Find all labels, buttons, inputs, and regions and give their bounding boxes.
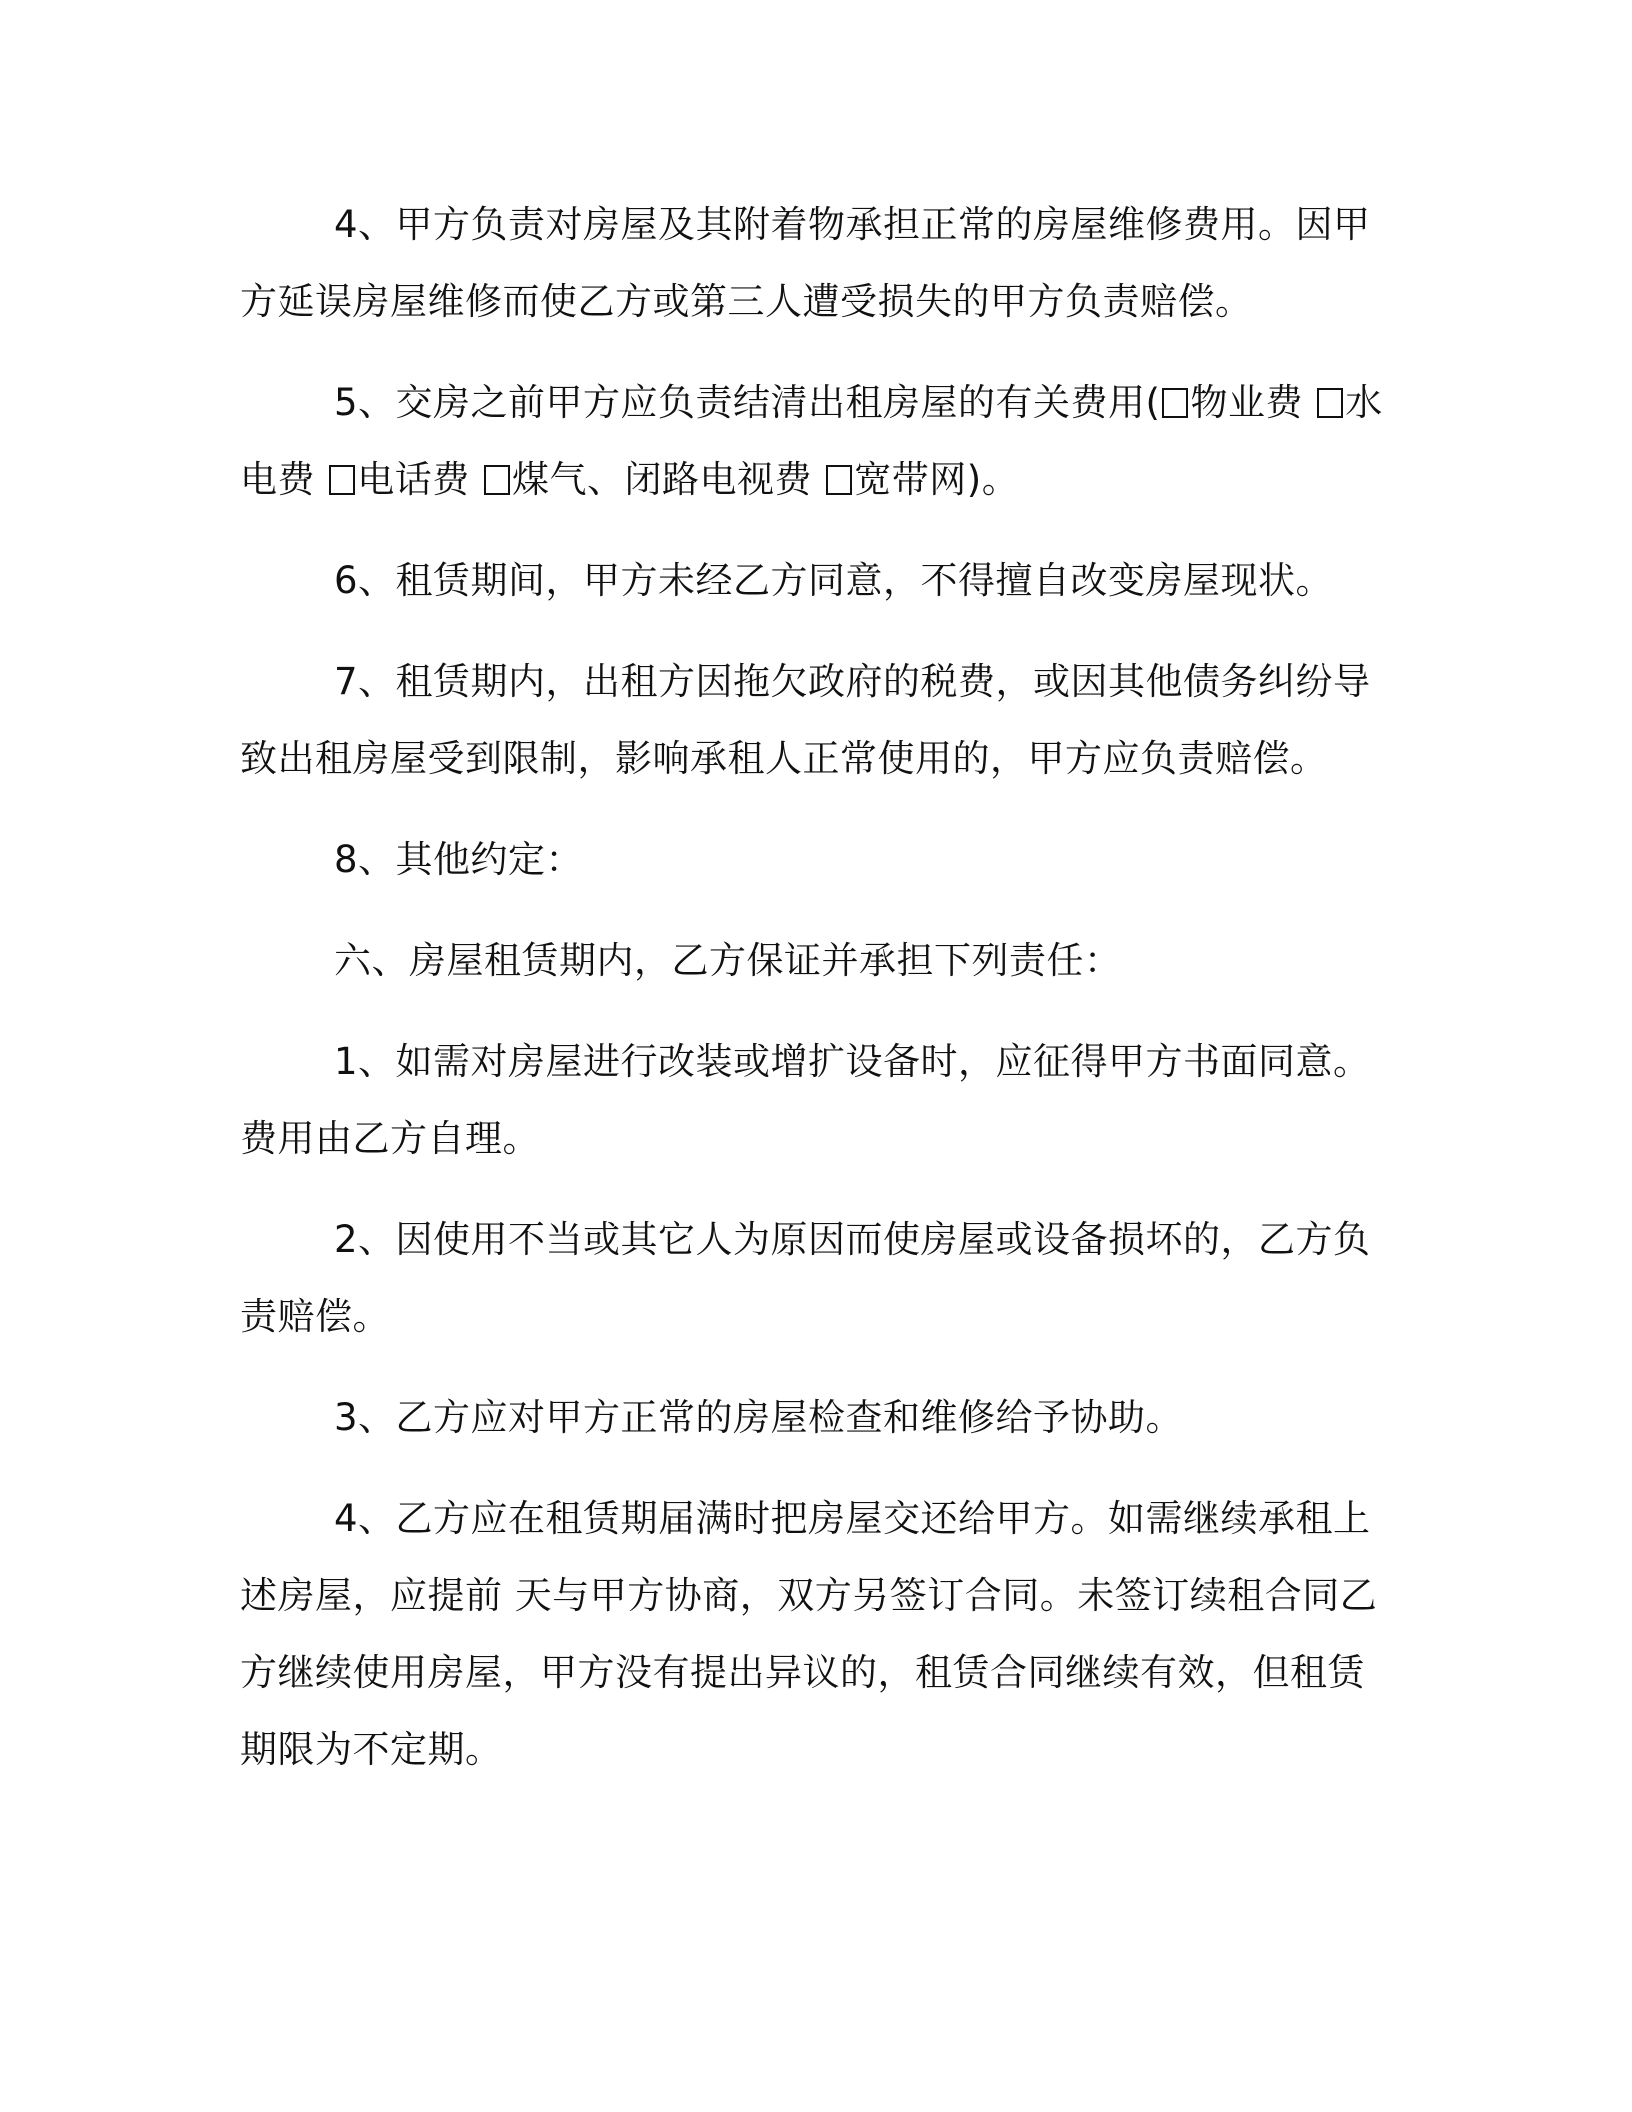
clause-a4-line-1: 4、甲方负责对房屋及其附着物承担正常的房屋维修费用。因甲 [334,203,1371,246]
clause-b1-line-1: 1、如需对房屋进行改装或增扩设备时，应征得甲方书面同意。 [334,1040,1371,1083]
clause-a5-line-1 [240,364,1383,441]
property-fee-label: 物业费 [1190,381,1303,424]
clause-a5-suffix: )。 [966,458,1020,501]
clause-b3 [240,1379,1370,1456]
clause-a6 [240,542,1370,619]
phone-fee-checkbox[interactable] [329,465,355,495]
clause-a6-line-1: 6、租赁期间，甲方未经乙方同意，不得擅自改变房屋现状。 [334,559,1334,602]
clause-b3-line-1: 3、乙方应对甲方正常的房屋检查和维修给予协助。 [334,1396,1184,1439]
clause-b4-line-4: 期限为不定期。 [240,1728,503,1771]
clause-b1-line-2: 费用由乙方自理。 [240,1117,540,1160]
clause-b1 [240,1023,1370,1177]
clause-b2-line-1: 2、因使用不当或其它人为原因而使房屋或设备损坏的，乙方负 [334,1218,1371,1261]
clause-a7-line-1: 7、租赁期内，出租方因拖欠政府的税费，或因其他债务纠纷导 [334,660,1371,703]
section-6-heading-line-1: 六、房屋租赁期内，乙方保证并承担下列责任： [334,939,1122,982]
clause-a5-line-2 [240,441,1370,518]
utility-fee-label-part2: 电费 [240,458,315,501]
clause-a7-line-2: 致出租房屋受到限制，影响承租人正常使用的，甲方应负责赔偿。 [240,737,1328,780]
broadband-label: 宽带网 [854,458,967,501]
gas-tv-fee-checkbox[interactable] [484,465,510,495]
broadband-checkbox[interactable] [826,465,852,495]
utility-fee-label-part1: 水 [1345,381,1383,424]
clause-a4 [240,186,1370,340]
clause-a7 [240,643,1370,797]
clause-a8-line-1: 8、其他约定： [334,838,584,881]
clause-b2-line-2: 责赔偿。 [240,1295,390,1338]
clause-a4-line-2: 方延误房屋维修而使乙方或第三人遭受损失的甲方负责赔偿。 [240,280,1253,323]
document-body [240,186,1383,1812]
clause-b4-line-1: 4、乙方应在租赁期届满时把房屋交还给甲方。如需继续承租上 [334,1497,1371,1540]
clause-a8 [240,821,1370,898]
clause-a5 [240,364,1383,518]
utility-fee-checkbox[interactable] [1317,388,1343,418]
clause-b4-line-2: 述房屋，应提前 天与甲方协商，双方另签订合同。未签订续租合同乙 [240,1574,1378,1617]
clause-a5-prefix: 5、交房之前甲方应负责结清出租房屋的有关费用( [334,381,1161,424]
property-fee-checkbox[interactable] [1162,388,1188,418]
gas-tv-fee-label: 煤气、闭路电视费 [512,458,813,501]
clause-b4 [240,1480,1378,1788]
section-6-heading [240,922,1370,999]
clause-b2 [240,1201,1370,1355]
phone-fee-label: 电话费 [357,458,470,501]
clause-b4-line-3: 方继续使用房屋，甲方没有提出异议的，租赁合同继续有效，但租赁 [240,1651,1365,1694]
